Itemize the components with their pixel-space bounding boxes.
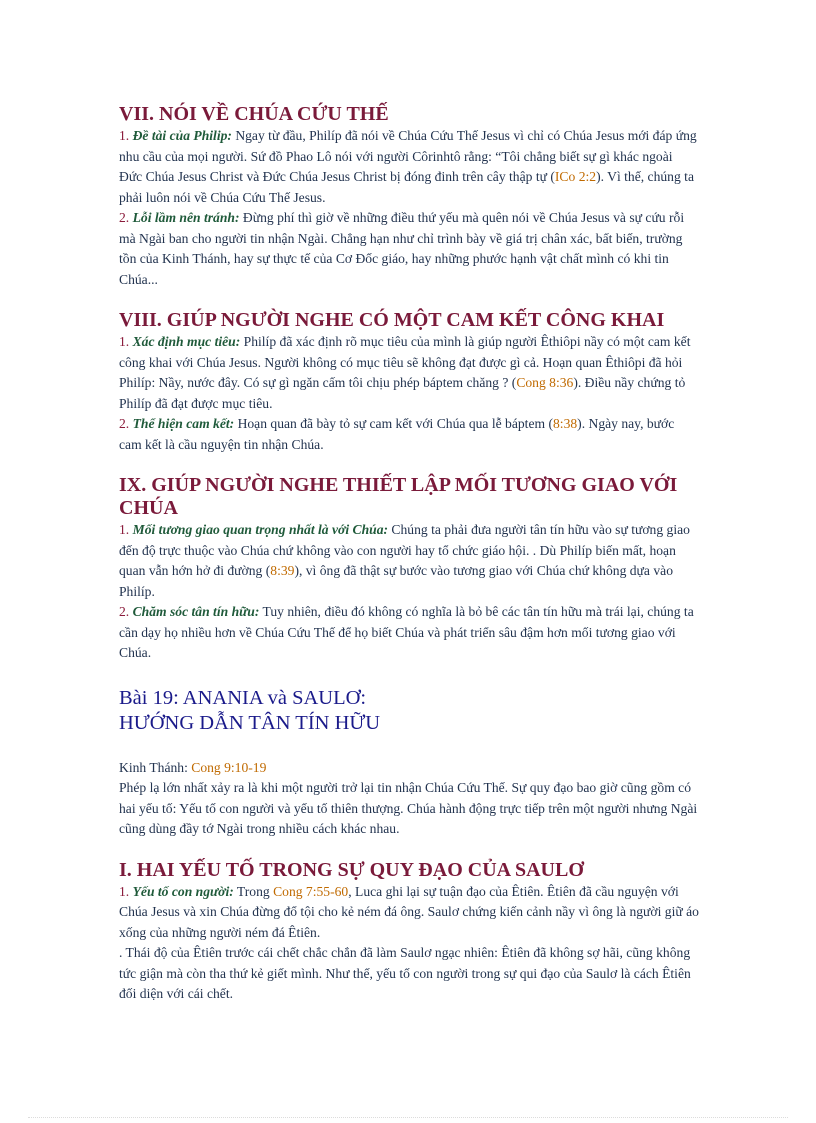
scripture-label: Kinh Thánh: [119,759,192,775]
item-number: 2. [119,604,130,619]
paragraph-text: ). Ngày nay, bước cam kết là cầu nguyện tin nhận Chúa. [119,416,675,452]
paragraph-text: Tuy nhiên, điều đó không có nghĩa là bỏ bê các tân tín hữu mà trái lại, chúng ta cần dạy họ nhiều hơn về Chúa Cứu Thế để họ biết Chúa và phát triển sâu đậm hơn mối tương giao với Chúa. [119,604,694,660]
section-heading-ix: IX. GIÚP NGƯỜI NGHE THIẾT LẬP MỐI TƯƠNG GIAO VỚI CHÚA [119,474,678,519]
section-heading-viii: VIII. GIÚP NGƯỜI NGHE CÓ MỘT CAM KẾT CÔNG KHAI [119,309,665,331]
paragraph-ix-2 [119,602,699,664]
paragraph-text: Hoạn quan đã bày tỏ sự cam kết với Chúa qua lễ báptem ( [234,416,553,431]
item-number: 1. [119,883,130,899]
item-label: Lỗi lầm nên tránh: [132,210,240,225]
paragraph-viii-2 [119,414,699,455]
item-number: 2. [119,210,130,225]
paragraph-vii-1 [119,126,699,208]
lesson-intro: Phép lạ lớn nhất xảy ra là khi một người trở lại tin nhận Chúa Cứu Thế. Sự quy đạo bao giờ cũng gồm có hai yếu tố: Yếu tố con người và yếu tố thiên thượng. Chúa hành động trực tiếp trên một người nhưng Ngài cũng dùng đầy tớ Ngài trong nhiều cách khác nhau. [119,780,698,836]
paragraph-ix-1 [119,520,699,602]
item-label: Yếu tố con người: [132,883,234,899]
paragraph-text: Chúng ta phải đưa người tân tín hữu vào sự tương giao đến độ trực thuộc vào Chúa chứ không vào con người hay tổ chức giáo hội. . Dù Philíp biến mất, hoạn quan vẫn hớn hở đi đường ( [119,522,690,578]
page-bottom-divider [28,1117,788,1118]
paragraph-i-2: . Thái độ của Êtiên trước cái chết chắc chắn đã làm Saulơ ngạc nhiên: Êtiên đã không sợ hãi, cũng không tức giận mà còn tha thứ kẻ giết mình. Như thế, yếu tố con người trong sự qui đạo của Saulơ là cách Êtiên đối diện với cái chết. [119,945,691,1001]
scripture-reference: 8:38 [553,416,578,431]
item-label: Chăm sóc tân tín hữu: [132,604,260,619]
item-number: 1. [119,522,130,537]
paragraph-i-1 [119,882,699,944]
lesson-subtitle: HƯỚNG DẪN TÂN TÍN HỮU [119,711,381,734]
scripture-reference: Cong 7:55-60 [273,883,349,899]
item-number: 1. [119,334,130,349]
paragraph-text: Ngay từ đầu, Philíp đã nói về Chúa Cứu Thế Jesus vì chỉ có Chúa Jesus mới đáp ứng nhu cầu của mọi người. Sứ đồ Phao Lô nói với người Côrinhtô rằng: “Tôi chẳng biết sự gì khác ngoài Đức Chúa Jesus Christ và Đức Chúa Jesus Christ bị đóng đinh trên cây thập tự ( [119,128,697,184]
paragraph-text: , Luca ghi lại sự tuận đạo của Êtiên. Êtiên đã cầu nguyện với Chúa Jesus và xin Chúa đừng đổ tội cho kẻ ném đá ông. Saulơ chứng kiến cảnh nầy vì ông là người giữ áo xống của những người ném đá Êtiên. [119,883,699,940]
scripture-line [119,758,699,779]
item-label: Đề tài của Philip: [132,128,232,143]
section-heading-i: I. HAI YẾU TỐ TRONG SỰ QUY ĐẠO CỦA SAULƠ [119,858,584,881]
section-heading-vii: VII. NÓI VỀ CHÚA CỨU THẾ [119,103,389,125]
item-label: Mối tương giao quan trọng nhất là với Chúa: [132,522,389,537]
paragraph-text: ). Vì thế, chúng ta phải luôn nói về Chúa Cứu Thế Jesus. [119,169,694,205]
item-label: Thể hiện cam kết: [132,416,235,431]
item-label: Xác định mục tiêu: [132,334,241,349]
paragraph-viii-1 [119,332,699,414]
scripture-reference: Cong 8:36 [516,375,574,390]
item-number: 1. [119,128,130,143]
lesson-title: Bài 19: ANANIA và SAULƠ: [119,686,367,709]
paragraph-text: Philíp đã xác định rõ mục tiêu của mình là giúp người Êthiôpi nầy có một cam kết công khai với Chúa Jesus. Người không có mục tiêu sẽ không đạt được gì cả. Hoạn quan Êthiôpi đã hỏi Philíp: Nầy, nước đây. Có sự gì ngăn cấm tôi chịu phép báptem chăng ? ( [119,334,691,390]
item-number: 2. [119,416,130,431]
scripture-reference: Cong 9:10-19 [191,759,267,775]
paragraph-vii-2 [119,208,699,290]
paragraph-text: Đừng phí thì giờ về những điều thứ yếu mà quên nói về Chúa Jesus và sự cứu rỗi mà Ngài ban cho người tin nhận Ngài. Chẳng hạn như chỉ trình bày về giá trị chân xác, bất biến, trường tồn của Kinh Thánh, hay sự thực tế của Cơ Đốc giáo, hay những phước hạnh vật chất mình có khi tin Chúa... [119,210,685,287]
paragraph-text: Trong [233,883,274,899]
scripture-reference: 8:39 [270,563,295,578]
paragraph-text: ). Điều nầy chứng tỏ Philíp đã đạt được mục tiêu. [119,375,686,411]
paragraph-text: ), vì ông đã thật sự bước vào tương giao với Chúa chứ không dựa vào Philíp. [119,563,673,599]
document-page [119,103,699,1005]
scripture-reference: ICo 2:2 [554,169,597,184]
